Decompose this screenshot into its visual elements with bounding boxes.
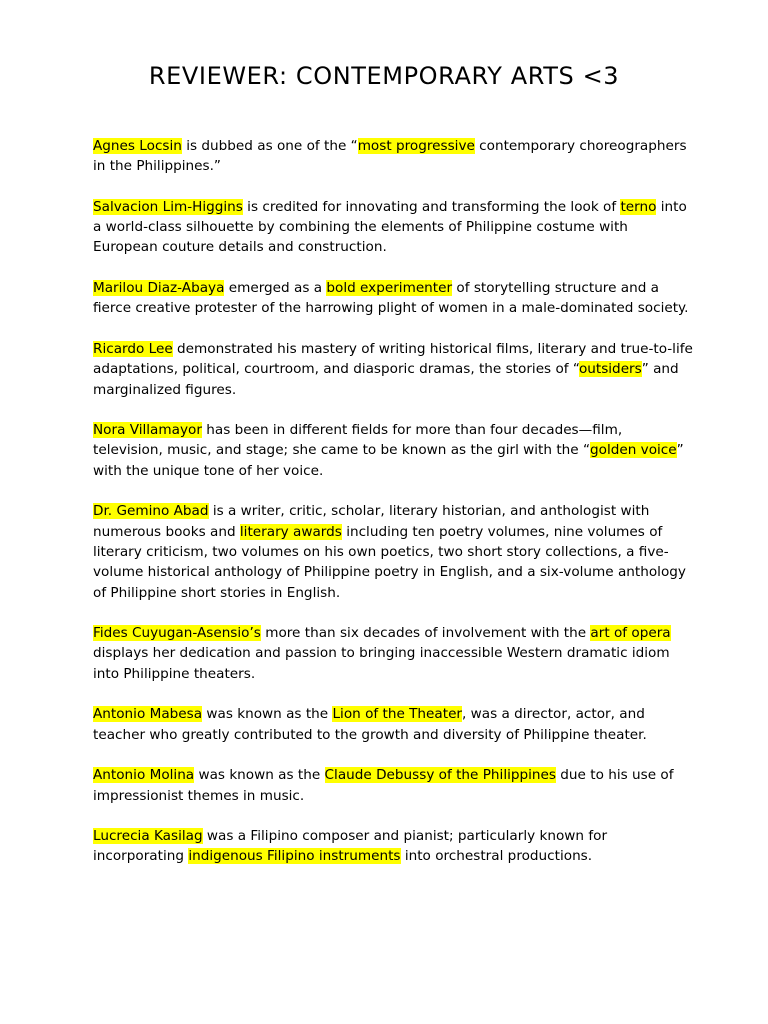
highlighted-term: Nora Villamayor — [93, 422, 202, 439]
highlighted-term: Fides Cuyugan-Asensio’s — [93, 625, 261, 642]
highlighted-term: Agnes Locsin — [93, 138, 182, 154]
highlighted-term: Marilou Diaz-Abaya — [93, 280, 225, 297]
paragraph-text: contemporary choreographers in the Philippines.” — [93, 138, 687, 175]
highlighted-term: Lucrecia Kasilag — [93, 828, 203, 845]
paragraph — [93, 136, 693, 177]
paragraph-text: including ten poetry volumes, nine volumes of literary criticism, two volumes on his own poetics, two short story collections, a five-volume historical anthology of Philippine poetry in English, and a six-volume anthology of Philippine short stories in English. — [93, 523, 686, 601]
highlighted-term: Claude Debussy of the Philippines — [324, 767, 556, 784]
paragraph — [93, 765, 693, 806]
paragraph-text: was a Filipino composer and pianist; particularly known for incorporating — [93, 828, 608, 865]
document-title: REVIEWER: CONTEMPORARY ARTS <3 — [148, 62, 620, 90]
paragraph-text: , was a director, actor, and teacher who greatly contributed to the growth and diversity of Philippine theater. — [93, 706, 647, 743]
paragraph — [93, 278, 693, 319]
paragraph-text: is dubbed as one of the “ — [181, 138, 358, 154]
paragraph-text: into orchestral productions. — [400, 848, 593, 865]
paragraph — [93, 501, 693, 602]
paragraph-text: of storytelling structure and a fierce creative protester of the harrowing plight of women in a male-dominated society. — [93, 280, 689, 317]
highlighted-term: Salvacion Lim-Higgins — [93, 198, 243, 215]
paragraph — [93, 197, 693, 258]
highlighted-term: most progressive — [357, 138, 475, 154]
paragraph-text: more than six decades of involvement with the — [260, 625, 591, 642]
paragraph-text: displays her dedication and passion to bringing inaccessible Western dramatic idiom into Philippine theaters. — [93, 645, 670, 682]
paragraph-text: was known as the — [194, 767, 325, 784]
paragraph — [93, 420, 693, 481]
paragraph-text: is a writer, critic, scholar, literary historian, and anthologist with numerous books and — [93, 503, 650, 540]
paragraph-text: due to his use of impressionist themes in music. — [93, 767, 674, 804]
paragraph-text: ” and marginalized figures. — [93, 361, 679, 398]
highlighted-term: Dr. Gemino Abad — [93, 503, 209, 520]
paragraph-text: is credited for innovating and transforming the look of — [242, 198, 621, 215]
paragraph-text: into a world-class silhouette by combining the elements of Philippine costume with European couture details and construction. — [93, 198, 687, 256]
highlighted-term: Antonio Molina — [93, 767, 195, 784]
paragraph-text: was known as the — [202, 706, 333, 723]
highlighted-term: Ricardo Lee — [93, 340, 173, 357]
highlighted-term: literary awards — [239, 523, 342, 540]
paragraph — [93, 826, 693, 867]
paragraph-text: demonstrated his mastery of writing historical films, literary and true-to-life adaptations, political, courtroom, and diasporic dramas, the stories of “ — [93, 340, 693, 378]
highlighted-term: indigenous Filipino instruments — [188, 848, 401, 865]
paragraph — [93, 339, 693, 400]
paragraph-text: has been in different fields for more than four decades—film, television, music, and stage; she came to be known as the girl with the “ — [93, 422, 623, 459]
highlighted-term: bold experimenter — [326, 280, 453, 297]
highlighted-term: Antonio Mabesa — [93, 706, 203, 723]
highlighted-term: Lion of the Theater — [332, 706, 463, 723]
highlighted-term: golden voice — [590, 442, 677, 459]
document-body — [93, 136, 693, 887]
highlighted-term: outsiders — [578, 361, 642, 378]
paragraph — [93, 623, 693, 684]
highlighted-term: art of opera — [590, 625, 671, 642]
highlighted-term: terno — [620, 198, 657, 215]
paragraph — [93, 704, 693, 745]
paragraph-text: emerged as a — [224, 280, 327, 297]
paragraph-text: ” with the unique tone of her voice. — [93, 442, 684, 479]
